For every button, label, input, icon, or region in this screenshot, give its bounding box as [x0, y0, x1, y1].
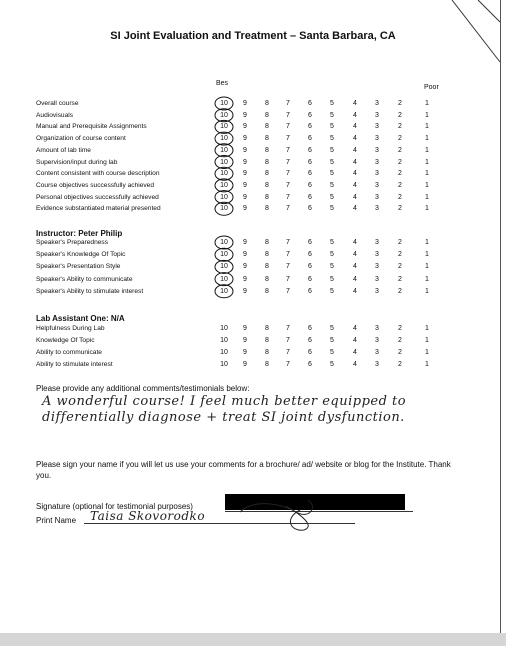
rating-row — [36, 274, 496, 285]
rating-option-9: 9 — [243, 146, 247, 154]
rating-option-9: 9 — [243, 349, 247, 356]
rating-option-10: 10 — [220, 193, 228, 201]
rating-option-1: 1 — [425, 251, 429, 259]
rating-option-4: 4 — [353, 135, 357, 143]
rating-option-2: 2 — [398, 181, 402, 189]
rating-option-6: 6 — [308, 349, 312, 356]
rating-option-6: 6 — [308, 325, 312, 332]
rating-option-10: 10 — [220, 287, 228, 295]
rating-item-label: Course objectives successfully achieved — [36, 181, 155, 189]
rating-option-1: 1 — [425, 158, 429, 166]
rating-option-9: 9 — [243, 263, 247, 271]
rating-option-9: 9 — [243, 251, 247, 259]
rating-option-4: 4 — [353, 337, 357, 344]
rating-option-5: 5 — [330, 325, 334, 332]
rating-option-5: 5 — [330, 146, 334, 154]
rating-option-3: 3 — [375, 263, 379, 271]
rating-option-4: 4 — [353, 123, 357, 131]
rating-option-10: 10 — [220, 158, 228, 166]
lab-assistant-heading: Lab Assistant One: N/A — [36, 314, 125, 323]
rating-option-9: 9 — [243, 100, 247, 107]
rating-option-4: 4 — [353, 205, 357, 213]
printed-name: Taisa Skovorodko — [90, 509, 206, 523]
rating-option-8: 8 — [265, 361, 269, 368]
rating-option-2: 2 — [398, 239, 402, 246]
rating-option-7: 7 — [286, 193, 290, 201]
rating-option-3: 3 — [375, 123, 379, 131]
rating-option-10: 10 — [220, 205, 228, 213]
rating-option-9: 9 — [243, 123, 247, 131]
rating-option-9: 9 — [243, 287, 247, 295]
rating-option-2: 2 — [398, 251, 402, 259]
rating-option-6: 6 — [308, 158, 312, 166]
rating-option-1: 1 — [425, 275, 429, 283]
rating-option-5: 5 — [330, 123, 334, 131]
rating-option-5: 5 — [330, 349, 334, 356]
rating-option-4: 4 — [353, 181, 357, 189]
rating-option-4: 4 — [353, 361, 357, 368]
rating-item-label: Speaker's Knowledge Of Topic — [36, 251, 126, 259]
print-name-label: Print Name — [36, 516, 77, 525]
rating-option-7: 7 — [286, 123, 290, 131]
rating-option-10: 10 — [220, 135, 228, 143]
rating-option-9: 9 — [243, 158, 247, 166]
rating-option-5: 5 — [330, 263, 334, 271]
rating-option-2: 2 — [398, 337, 402, 344]
rating-item-label: Overall course — [36, 100, 79, 107]
rating-option-2: 2 — [398, 205, 402, 213]
rating-option-5: 5 — [330, 275, 334, 283]
rating-option-7: 7 — [286, 337, 290, 344]
rating-option-2: 2 — [398, 263, 402, 271]
best-label: Bes — [216, 80, 229, 87]
rating-option-7: 7 — [286, 111, 290, 119]
rating-option-10: 10 — [220, 325, 228, 332]
rating-option-5: 5 — [330, 193, 334, 201]
print-name-line — [84, 523, 355, 524]
rating-option-4: 4 — [353, 263, 357, 271]
rating-option-2: 2 — [398, 170, 402, 178]
rating-option-2: 2 — [398, 123, 402, 131]
rating-option-1: 1 — [425, 135, 429, 143]
rating-option-7: 7 — [286, 100, 290, 107]
rating-option-8: 8 — [265, 170, 269, 178]
rating-row — [36, 237, 496, 248]
rating-item-label: Speaker's Preparedness — [36, 239, 109, 246]
rating-option-1: 1 — [425, 123, 429, 131]
rating-option-4: 4 — [353, 158, 357, 166]
rating-option-6: 6 — [308, 100, 312, 107]
rating-option-10: 10 — [220, 263, 228, 271]
signature-label: Signature (optional for testimonial purposes) — [36, 502, 193, 511]
rating-item-label: Ability to communicate — [36, 349, 102, 356]
rating-option-7: 7 — [286, 361, 290, 368]
form-title: SI Joint Evaluation and Treatment – Santa Barbara, CA — [110, 30, 396, 42]
rating-option-5: 5 — [330, 337, 334, 344]
rating-option-4: 4 — [353, 325, 357, 332]
rating-row — [36, 180, 496, 191]
rating-option-6: 6 — [308, 287, 312, 295]
rating-option-8: 8 — [265, 100, 269, 107]
rating-item-label: Ability to stimulate interest — [36, 361, 113, 368]
rating-option-9: 9 — [243, 337, 247, 344]
rating-option-3: 3 — [375, 205, 379, 213]
rating-option-6: 6 — [308, 181, 312, 189]
rating-option-3: 3 — [375, 275, 379, 283]
rating-row — [36, 261, 496, 272]
rating-option-3: 3 — [375, 111, 379, 119]
rating-option-4: 4 — [353, 111, 357, 119]
rating-option-10: 10 — [220, 239, 228, 246]
rating-option-6: 6 — [308, 239, 312, 246]
rating-option-9: 9 — [243, 111, 247, 119]
rating-option-5: 5 — [330, 287, 334, 295]
signature-line — [225, 511, 413, 512]
rating-row — [36, 347, 496, 358]
rating-row — [36, 133, 496, 144]
rating-option-3: 3 — [375, 158, 379, 166]
rating-option-1: 1 — [425, 100, 429, 107]
rating-option-10: 10 — [220, 181, 228, 189]
rating-option-8: 8 — [265, 263, 269, 271]
rating-option-10: 10 — [220, 251, 228, 259]
rating-option-1: 1 — [425, 325, 429, 332]
rating-option-5: 5 — [330, 181, 334, 189]
consent-text: Please sign your name if you will let us use your comments for a brochure/ ad/ website or blog for the Institute. Thank you. — [36, 460, 451, 480]
rating-option-7: 7 — [286, 325, 290, 332]
rating-option-6: 6 — [308, 361, 312, 368]
rating-option-8: 8 — [265, 251, 269, 259]
rating-option-2: 2 — [398, 135, 402, 143]
rating-option-1: 1 — [425, 239, 429, 246]
rating-option-8: 8 — [265, 349, 269, 356]
rating-option-1: 1 — [425, 349, 429, 356]
rating-option-1: 1 — [425, 361, 429, 368]
rating-option-1: 1 — [425, 205, 429, 213]
rating-option-6: 6 — [308, 111, 312, 119]
rating-item-label: Content consistent with course description — [36, 170, 160, 178]
rating-option-5: 5 — [330, 135, 334, 143]
rating-option-10: 10 — [220, 100, 228, 107]
rating-option-2: 2 — [398, 349, 402, 356]
rating-option-4: 4 — [353, 275, 357, 283]
rating-option-5: 5 — [330, 205, 334, 213]
rating-option-8: 8 — [265, 135, 269, 143]
rating-option-6: 6 — [308, 123, 312, 131]
rating-option-6: 6 — [308, 146, 312, 154]
rating-row — [36, 192, 496, 203]
rating-option-7: 7 — [286, 181, 290, 189]
rating-option-9: 9 — [243, 275, 247, 283]
comments-prompt: Please provide any additional comments/testimonials below: — [36, 384, 250, 393]
rating-item-label: Audiovisuals — [36, 111, 74, 119]
rating-option-6: 6 — [308, 251, 312, 259]
handwritten-comment-line-1: A wonderful course! I feel much better equipped to — [42, 394, 407, 409]
rating-option-6: 6 — [308, 193, 312, 201]
rating-option-7: 7 — [286, 170, 290, 178]
rating-option-8: 8 — [265, 239, 269, 246]
rating-item-label: Speaker's Ability to communicate — [36, 275, 133, 283]
rating-option-10: 10 — [220, 361, 228, 368]
rating-option-6: 6 — [308, 337, 312, 344]
rating-row — [36, 110, 496, 121]
rating-option-9: 9 — [243, 325, 247, 332]
rating-option-3: 3 — [375, 193, 379, 201]
rating-option-2: 2 — [398, 361, 402, 368]
rating-option-2: 2 — [398, 325, 402, 332]
rating-item-label: Helpfulness During Lab — [36, 325, 105, 332]
rating-option-8: 8 — [265, 193, 269, 201]
rating-option-9: 9 — [243, 239, 247, 246]
rating-option-7: 7 — [286, 287, 290, 295]
rating-option-4: 4 — [353, 251, 357, 259]
rating-option-8: 8 — [265, 111, 269, 119]
rating-item-label: Organization of course content — [36, 135, 126, 143]
rating-option-3: 3 — [375, 146, 379, 154]
rating-option-9: 9 — [243, 170, 247, 178]
rating-item-label: Speaker's Ability to stimulate interest — [36, 287, 144, 295]
rating-row — [36, 157, 496, 168]
rating-option-8: 8 — [265, 205, 269, 213]
rating-option-7: 7 — [286, 146, 290, 154]
rating-option-10: 10 — [220, 146, 228, 154]
rating-option-3: 3 — [375, 349, 379, 356]
poor-label: Poor — [424, 84, 439, 91]
rating-option-10: 10 — [220, 349, 228, 356]
rating-option-7: 7 — [286, 251, 290, 259]
rating-option-7: 7 — [286, 263, 290, 271]
rating-option-7: 7 — [286, 158, 290, 166]
rating-option-8: 8 — [265, 337, 269, 344]
rating-option-9: 9 — [243, 181, 247, 189]
rating-option-3: 3 — [375, 170, 379, 178]
rating-option-9: 9 — [243, 205, 247, 213]
rating-option-1: 1 — [425, 193, 429, 201]
rating-option-10: 10 — [220, 170, 228, 178]
page-edge — [500, 0, 501, 634]
rating-option-2: 2 — [398, 287, 402, 295]
rating-option-4: 4 — [353, 239, 357, 246]
rating-option-6: 6 — [308, 135, 312, 143]
rating-option-2: 2 — [398, 158, 402, 166]
rating-option-10: 10 — [220, 275, 228, 283]
rating-option-7: 7 — [286, 239, 290, 246]
rating-row — [36, 98, 496, 109]
redacted-signature — [225, 494, 405, 510]
rating-option-1: 1 — [425, 181, 429, 189]
rating-option-8: 8 — [265, 158, 269, 166]
rating-option-3: 3 — [375, 135, 379, 143]
rating-option-10: 10 — [220, 123, 228, 131]
rating-item-label: Evidence substantiated material presented — [36, 205, 161, 213]
rating-option-5: 5 — [330, 239, 334, 246]
rating-option-3: 3 — [375, 325, 379, 332]
rating-option-2: 2 — [398, 275, 402, 283]
rating-option-4: 4 — [353, 193, 357, 201]
rating-option-4: 4 — [353, 146, 357, 154]
rating-option-5: 5 — [330, 100, 334, 107]
rating-option-1: 1 — [425, 170, 429, 178]
rating-option-6: 6 — [308, 263, 312, 271]
rating-option-7: 7 — [286, 135, 290, 143]
rating-row — [36, 286, 496, 297]
rating-item-label: Manual and Prerequisite Assignments — [36, 123, 147, 131]
rating-row — [36, 335, 496, 346]
rating-option-8: 8 — [265, 181, 269, 189]
rating-option-9: 9 — [243, 361, 247, 368]
rating-option-3: 3 — [375, 181, 379, 189]
rating-option-7: 7 — [286, 349, 290, 356]
rating-row — [36, 323, 496, 334]
rating-option-3: 3 — [375, 100, 379, 107]
rating-option-6: 6 — [308, 205, 312, 213]
instructor-heading: Instructor: Peter Philip — [36, 229, 123, 238]
rating-option-5: 5 — [330, 361, 334, 368]
rating-option-3: 3 — [375, 287, 379, 295]
rating-option-8: 8 — [265, 325, 269, 332]
rating-option-3: 3 — [375, 239, 379, 246]
rating-item-label: Amount of lab time — [36, 146, 91, 154]
scan-margin — [0, 633, 506, 646]
rating-item-label: Speaker's Presentation Style — [36, 263, 121, 271]
rating-option-5: 5 — [330, 170, 334, 178]
rating-option-4: 4 — [353, 287, 357, 295]
rating-option-9: 9 — [243, 135, 247, 143]
rating-item-label: Supervision/input during lab — [36, 158, 118, 166]
rating-option-5: 5 — [330, 111, 334, 119]
rating-option-2: 2 — [398, 111, 402, 119]
rating-row — [36, 121, 496, 132]
rating-row — [36, 168, 496, 179]
rating-option-6: 6 — [308, 170, 312, 178]
rating-option-8: 8 — [265, 123, 269, 131]
rating-option-8: 8 — [265, 146, 269, 154]
rating-option-1: 1 — [425, 337, 429, 344]
rating-option-4: 4 — [353, 100, 357, 107]
rating-item-label: Personal objectives successfully achieved — [36, 193, 159, 201]
rating-option-3: 3 — [375, 361, 379, 368]
handwritten-comment-line-2: differentially diagnose + treat SI joint dysfunction. — [42, 410, 405, 425]
rating-option-8: 8 — [265, 275, 269, 283]
rating-option-5: 5 — [330, 158, 334, 166]
rating-option-2: 2 — [398, 146, 402, 154]
rating-option-10: 10 — [220, 337, 228, 344]
rating-option-2: 2 — [398, 100, 402, 107]
rating-option-7: 7 — [286, 275, 290, 283]
rating-option-1: 1 — [425, 111, 429, 119]
rating-row — [36, 203, 496, 214]
rating-option-10: 10 — [220, 111, 228, 119]
rating-option-3: 3 — [375, 337, 379, 344]
rating-option-4: 4 — [353, 170, 357, 178]
rating-option-2: 2 — [398, 193, 402, 201]
rating-option-1: 1 — [425, 146, 429, 154]
rating-item-label: Knowledge Of Topic — [36, 337, 95, 344]
rating-row — [36, 359, 496, 370]
rating-option-8: 8 — [265, 287, 269, 295]
rating-row — [36, 249, 496, 260]
rating-row — [36, 145, 496, 156]
rating-option-3: 3 — [375, 251, 379, 259]
rating-option-5: 5 — [330, 251, 334, 259]
rating-option-1: 1 — [425, 263, 429, 271]
rating-option-7: 7 — [286, 205, 290, 213]
rating-option-6: 6 — [308, 275, 312, 283]
rating-option-1: 1 — [425, 287, 429, 295]
rating-option-4: 4 — [353, 349, 357, 356]
rating-option-9: 9 — [243, 193, 247, 201]
